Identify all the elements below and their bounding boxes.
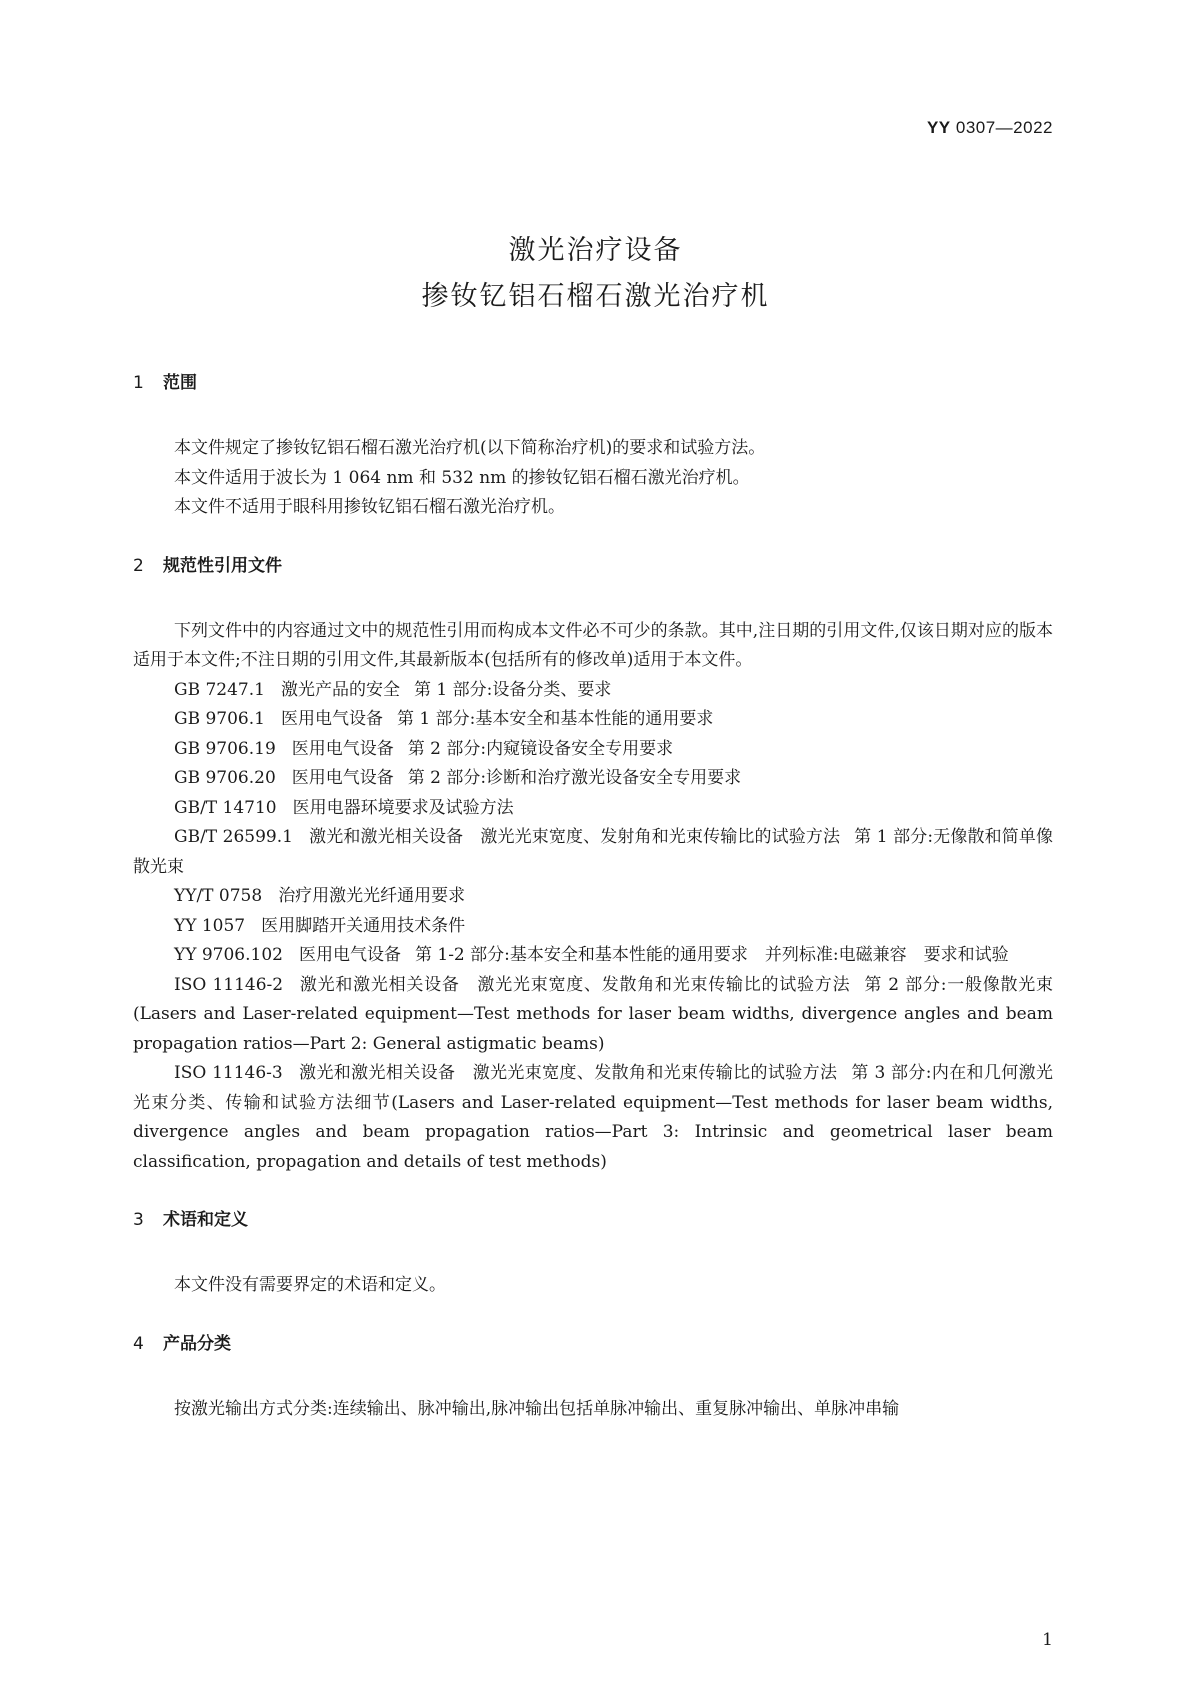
standard-number <box>927 118 1053 138</box>
section-heading <box>133 1207 1053 1233</box>
reference-item <box>133 764 1053 794</box>
section-heading <box>133 1331 1053 1357</box>
section-title: 产品分类 <box>163 1333 231 1354</box>
reference-code: YY 1057 <box>174 915 246 936</box>
reference-item <box>133 823 1053 882</box>
reference-item <box>133 882 1053 912</box>
reference-part: 第 2 部分:诊断和治疗激光设备安全专用要求 <box>407 768 742 788</box>
reference-item <box>133 971 1053 1060</box>
section-heading <box>133 370 1053 396</box>
paragraph: 本文件没有需要界定的术语和定义。 <box>174 1275 446 1295</box>
reference-code: GB 7247.1 <box>174 679 265 700</box>
reference-part: 第 2 部分:一般像散光束(Lasers and Laser-related equipment—Test methods for laser beam widths, divergence angles and beam propagation ratios—Part 2: General astigmatic beams) <box>133 974 1054 1054</box>
reference-code: GB 9706.20 <box>174 768 276 788</box>
section-terms-definitions <box>133 1207 1053 1301</box>
reference-part: 第 2 部分:内窥镜设备安全专用要求 <box>407 738 674 759</box>
reference-title: 激光产品的安全 <box>280 679 400 700</box>
reference-code: ISO 11146-3 <box>174 1063 283 1083</box>
page-number: 1 <box>1042 1630 1053 1650</box>
reference-item <box>133 912 1053 942</box>
reference-code: YY/T 0758 <box>174 886 263 906</box>
reference-code: GB 9706.1 <box>174 709 265 729</box>
section-product-classification <box>133 1331 1053 1425</box>
reference-title: 医用电气设备 <box>291 768 394 788</box>
standard-prefix: YY <box>926 118 951 137</box>
document-body <box>133 370 1053 1424</box>
paragraph: 下列文件中的内容通过文中的规范性引用而构成本文件必不可少的条款。其中,注日期的引用文件,仅该日期对应的版本适用于本文件;不注日期的引用文件,其最新版本(包括所有的修改单)适用于本文件。 <box>133 620 1053 670</box>
reference-part: 第 1-2 部分:基本安全和基本性能的通用要求 并列标准:电磁兼容 要求和试验 <box>414 945 1009 965</box>
reference-title: 治疗用激光光纤通用要求 <box>278 886 466 906</box>
reference-item <box>133 705 1053 735</box>
section-number: 4 <box>133 1333 144 1354</box>
section-number: 3 <box>133 1210 144 1230</box>
section-number: 1 <box>133 373 144 393</box>
reference-code: GB 9706.19 <box>174 738 276 759</box>
section-normative-references <box>133 553 1053 1178</box>
reference-title: 医用电气设备 <box>291 738 394 759</box>
doc-title-line2: 掺钕钇铝石榴石激光治疗机 <box>421 281 770 312</box>
reference-part: 第 3 部分:内在和几何激光光束分类、传输和试验方法细节(Lasers and Laser-related equipment—Test methods for laser beam widths, divergence angles and beam propagation ratios—Part 3: Intrinsic and geometrical laser beam classification, propagation and details of test methods) <box>133 1063 1054 1172</box>
paragraph: 本文件不适用于眼科用掺钕钇铝石榴石激光治疗机。 <box>174 497 565 517</box>
reference-list <box>133 676 1053 1178</box>
section-title: 术语和定义 <box>163 1210 248 1230</box>
section-number: 2 <box>133 555 144 576</box>
reference-item <box>133 1059 1053 1177</box>
reference-part: 第 1 部分:设备分类、要求 <box>413 679 612 700</box>
section-scope <box>133 370 1053 523</box>
section-title: 规范性引用文件 <box>163 555 282 576</box>
reference-item <box>133 676 1053 706</box>
doc-title-line1: 激光治疗设备 <box>508 235 683 266</box>
reference-code: YY 9706.102 <box>174 945 283 965</box>
reference-title: 医用电气设备 <box>280 709 383 729</box>
reference-code: ISO 11146-2 <box>174 974 284 995</box>
reference-title: 激光和激光相关设备 激光光束宽度、发散角和光束传输比的试验方法 <box>298 1063 838 1083</box>
reference-code: GB/T 14710 <box>174 797 277 818</box>
standard-code: 0307—2022 <box>955 118 1053 137</box>
reference-part: 第 1 部分:无像散和简单像散光束 <box>133 827 1054 877</box>
reference-title: 医用电器环境要求及试验方法 <box>292 797 514 818</box>
reference-part: 第 1 部分:基本安全和基本性能的通用要求 <box>396 709 714 729</box>
section-title: 范围 <box>163 373 197 393</box>
reference-title: 激光和激光相关设备 激光光束宽度、发散角和光束传输比的试验方法 <box>299 974 851 995</box>
paragraph: 按激光输出方式分类:连续输出、脉冲输出,脉冲输出包括单脉冲输出、重复脉冲输出、单脉冲串输 <box>174 1398 900 1419</box>
reference-item <box>133 941 1053 971</box>
reference-item <box>133 735 1053 765</box>
section-heading <box>133 553 1053 579</box>
reference-code: GB/T 26599.1 <box>174 827 293 847</box>
reference-title: 激光和激光相关设备 激光光束宽度、发射角和光束传输比的试验方法 <box>308 827 841 847</box>
reference-item <box>133 794 1053 824</box>
paragraph: 本文件规定了掺钕钇铝石榴石激光治疗机(以下简称治疗机)的要求和试验方法。 <box>174 438 766 458</box>
paragraph: 本文件适用于波长为 1 064 nm 和 532 nm 的掺钕钇铝石榴石激光治疗机。 <box>174 467 750 488</box>
reference-title: 医用电气设备 <box>298 945 401 965</box>
reference-title: 医用脚踏开关通用技术条件 <box>261 915 466 936</box>
